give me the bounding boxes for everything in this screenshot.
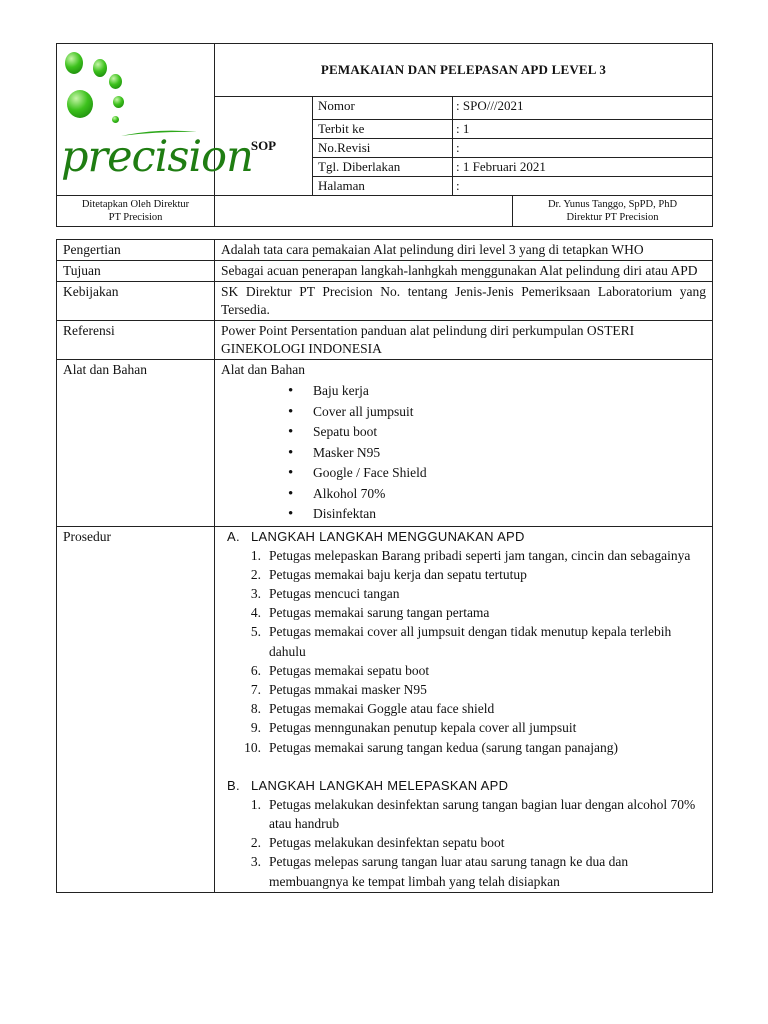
logo-text: precision [61, 132, 253, 182]
list-item [221, 565, 706, 584]
sop-body-table [56, 239, 713, 893]
sign-left-line2: PT Precision [108, 212, 163, 223]
sign-right-line2: Direktur PT Precision [566, 212, 659, 223]
step-text: Petugas mmakai masker N95 [269, 681, 427, 697]
step-number: 1. [250, 547, 261, 563]
sign-right-line1: Dr. Yunus Tanggo, SpPD, PhD [547, 199, 678, 210]
logo-dot [109, 74, 122, 89]
step-text: Petugas memakai sarung tangan kedua (sarung tangan panajang) [269, 739, 619, 755]
meta-value-nomor: : SPO///2021 [453, 97, 713, 120]
meta-label-nomor: Nomor [313, 97, 453, 120]
logo-dot [112, 116, 119, 123]
row-label: Alat dan Bahan [57, 360, 215, 527]
meta-label-tgl: Tgl. Diberlakan [313, 157, 453, 176]
step-number: 8. [250, 701, 261, 717]
list-item: • Disinfektan [313, 504, 706, 525]
meta-value-terbit: : 1 [453, 119, 713, 138]
section-b-steps [221, 795, 706, 891]
section-letter: A. [227, 528, 240, 544]
sign-blank [215, 196, 513, 227]
meta-value-tgl: : 1 Februari 2021 [453, 157, 713, 176]
list-item: • Masker N95 [313, 443, 706, 464]
list-item: • Google / Face Shield [313, 463, 706, 484]
list-item: • Baju kerja [313, 381, 706, 402]
list-item [221, 795, 706, 833]
list-item [221, 738, 706, 757]
row-referensi [57, 321, 713, 360]
sop-label: SOP [215, 97, 313, 196]
row-label: Referensi [57, 321, 215, 360]
list-item [221, 699, 706, 718]
row-value: Power Point Persentation panduan alat pelindung diri perkumpulan OSTERI GINEKOLOGI INDONESIA [215, 321, 713, 360]
step-text: Petugas melakukan desinfektan sepatu boot [269, 835, 505, 851]
step-number: 6. [250, 662, 261, 678]
meta-value-revisi: : [453, 138, 713, 157]
step-number: 3. [250, 854, 261, 870]
row-value: Adalah tata cara pemakaian Alat pelindung diri level 3 yang di tetapkan WHO [215, 240, 713, 261]
step-number: 7. [250, 681, 261, 697]
row-kebijakan [57, 282, 713, 321]
step-text: Petugas menngunakan penutup kepala cover all jumpsuit [269, 720, 577, 736]
logo-cell [57, 44, 253, 196]
list-item [221, 661, 706, 680]
logo-dot [93, 59, 107, 77]
list-item [221, 603, 706, 622]
section-title: LANGKAH LANGKAH MELEPASKAN APD [251, 777, 509, 793]
step-text: Petugas melakukan desinfektan sarung tangan bagian luar dengan alcohol 70% atau handrub [269, 796, 696, 831]
section-a-steps [221, 546, 706, 757]
section-a-heading [221, 527, 706, 546]
document-title: PEMAKAIAN DAN PELEPASAN APD LEVEL 3 [215, 44, 713, 97]
sign-left-line1: Ditetapkan Oleh Direktur [81, 199, 190, 210]
row-value: Sebagai acuan penerapan langkah-lanhgkah menggunakan Alat pelindung diri atau APD [215, 261, 713, 282]
list-item: • Alkohol 70% [313, 484, 706, 505]
row-label: Tujuan [57, 261, 215, 282]
section-b-heading [221, 776, 706, 795]
step-number: 2. [250, 566, 261, 582]
list-item [221, 546, 706, 565]
step-text: Petugas memakai Goggle atau face shield [269, 701, 495, 717]
sign-table [56, 195, 713, 227]
step-text: Petugas melepas sarung tangan luar atau sarung tanagn ke dua dan membuangnya ke tempat limbah yang telah disiapkan [269, 854, 629, 889]
row-label: Prosedur [57, 526, 215, 892]
row-value [215, 526, 713, 892]
list-item [221, 584, 706, 603]
step-number: 10. [244, 739, 261, 755]
meta-label-terbit: Terbit ke [313, 119, 453, 138]
row-tujuan [57, 261, 713, 282]
row-label: Pengertian [57, 240, 215, 261]
section-letter: B. [227, 777, 240, 793]
list-item [221, 833, 706, 852]
row-pengertian [57, 240, 713, 261]
list-item [221, 718, 706, 737]
sign-right [513, 196, 713, 227]
sign-left [57, 196, 215, 227]
step-text: Petugas memakai sepatu boot [269, 662, 430, 678]
meta-label-halaman: Halaman [313, 176, 453, 195]
step-number: 1. [250, 796, 261, 812]
step-text: Petugas memakai cover all jumpsuit dengan tidak menutup kepala terlebih dahulu [269, 624, 672, 659]
alat-list [221, 381, 706, 525]
row-value [215, 360, 713, 527]
step-number: 4. [250, 605, 261, 621]
row-label: Kebijakan [57, 282, 215, 321]
step-text: Petugas memakai baju kerja dan sepatu tertutup [269, 566, 527, 582]
alat-intro: Alat dan Bahan [221, 362, 305, 377]
step-text: Petugas memakai sarung tangan pertama [269, 605, 490, 621]
list-item [221, 622, 706, 660]
section-title: LANGKAH LANGKAH MENGGUNAKAN APD [251, 528, 525, 544]
step-text: Petugas melepaskan Barang pribadi seperti jam tangan, cincin dan sebagainya [269, 547, 691, 563]
row-prosedur [57, 526, 713, 892]
meta-value-halaman: : [453, 176, 713, 195]
logo-dot [65, 52, 83, 74]
precision-logo [57, 44, 253, 195]
row-value: SK Direktur PT Precision No. tentang Jenis-Jenis Pemeriksaan Laboratorium yang Tersedia. [215, 282, 713, 321]
list-item: • Cover all jumpsuit [313, 402, 706, 423]
logo-dot [113, 96, 124, 108]
step-number: 5. [250, 624, 261, 640]
step-number: 2. [250, 835, 261, 851]
list-item: • Sepatu boot [313, 422, 706, 443]
step-number: 9. [250, 720, 261, 736]
list-item [221, 680, 706, 699]
list-item [221, 852, 706, 890]
meta-label-revisi: No.Revisi [313, 138, 453, 157]
step-text: Petugas mencuci tangan [269, 585, 400, 601]
row-alat-bahan [57, 360, 713, 527]
step-number: 3. [250, 585, 261, 601]
sop-header-table [56, 43, 713, 196]
logo-dot [67, 90, 93, 118]
